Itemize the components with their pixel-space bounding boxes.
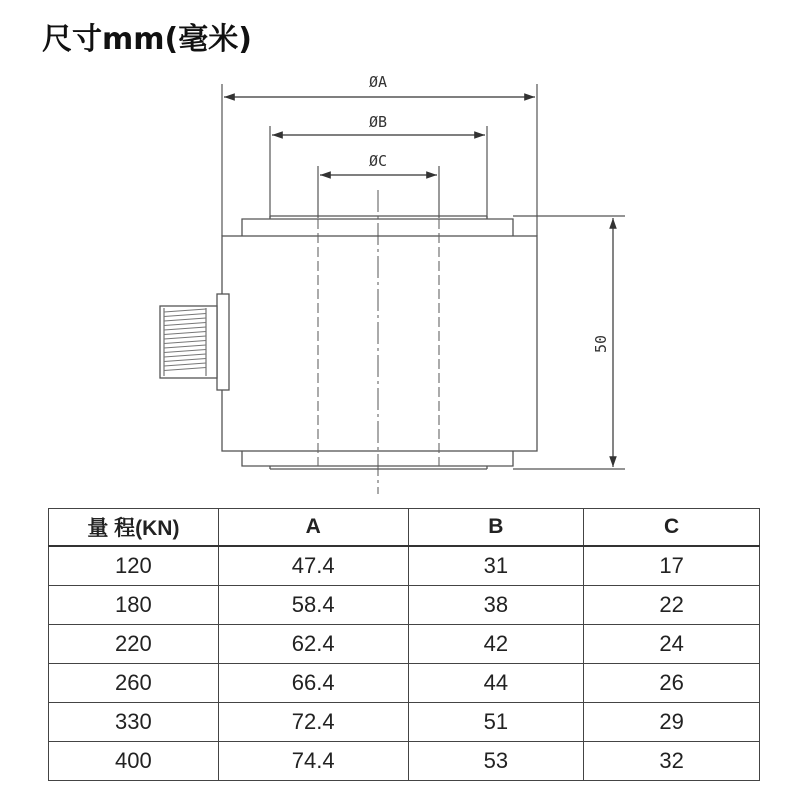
header-b: B <box>408 509 584 547</box>
table-row <box>49 703 760 742</box>
cell-b: 31 <box>408 546 584 586</box>
cell-range: 330 <box>49 703 219 742</box>
cell-c: 32 <box>584 742 760 781</box>
cell-c: 26 <box>584 664 760 703</box>
table-row <box>49 742 760 781</box>
cell-range: 120 <box>49 546 219 586</box>
header-a: A <box>218 509 408 547</box>
dim-label-b: ØB <box>368 113 388 131</box>
cell-b: 53 <box>408 742 584 781</box>
cell-b: 44 <box>408 664 584 703</box>
table-row <box>49 664 760 703</box>
cell-a: 62.4 <box>218 625 408 664</box>
table-row <box>49 546 760 586</box>
header-c: C <box>584 509 760 547</box>
spec-table <box>48 508 760 781</box>
cell-c: 24 <box>584 625 760 664</box>
dim-label-height: 50 <box>592 334 610 354</box>
dim-label-c: ØC <box>368 152 388 170</box>
connector-flange <box>217 294 229 390</box>
cell-a: 72.4 <box>218 703 408 742</box>
table-header-row <box>49 509 760 547</box>
cell-range: 220 <box>49 625 219 664</box>
cell-a: 47.4 <box>218 546 408 586</box>
cell-range: 260 <box>49 664 219 703</box>
cell-a: 58.4 <box>218 586 408 625</box>
dim-label-a: ØA <box>368 73 388 91</box>
cell-c: 22 <box>584 586 760 625</box>
cell-c: 17 <box>584 546 760 586</box>
cell-a: 66.4 <box>218 664 408 703</box>
main-body <box>222 236 537 451</box>
table-row <box>49 625 760 664</box>
cell-a: 74.4 <box>218 742 408 781</box>
cell-b: 51 <box>408 703 584 742</box>
cell-b: 42 <box>408 625 584 664</box>
table-row <box>49 586 760 625</box>
page-title: 尺寸mm(毫米) <box>42 22 252 57</box>
cell-range: 400 <box>49 742 219 781</box>
cell-b: 38 <box>408 586 584 625</box>
cell-c: 29 <box>584 703 760 742</box>
cell-range: 180 <box>49 586 219 625</box>
header-range: 量 程(KN) <box>49 509 219 547</box>
